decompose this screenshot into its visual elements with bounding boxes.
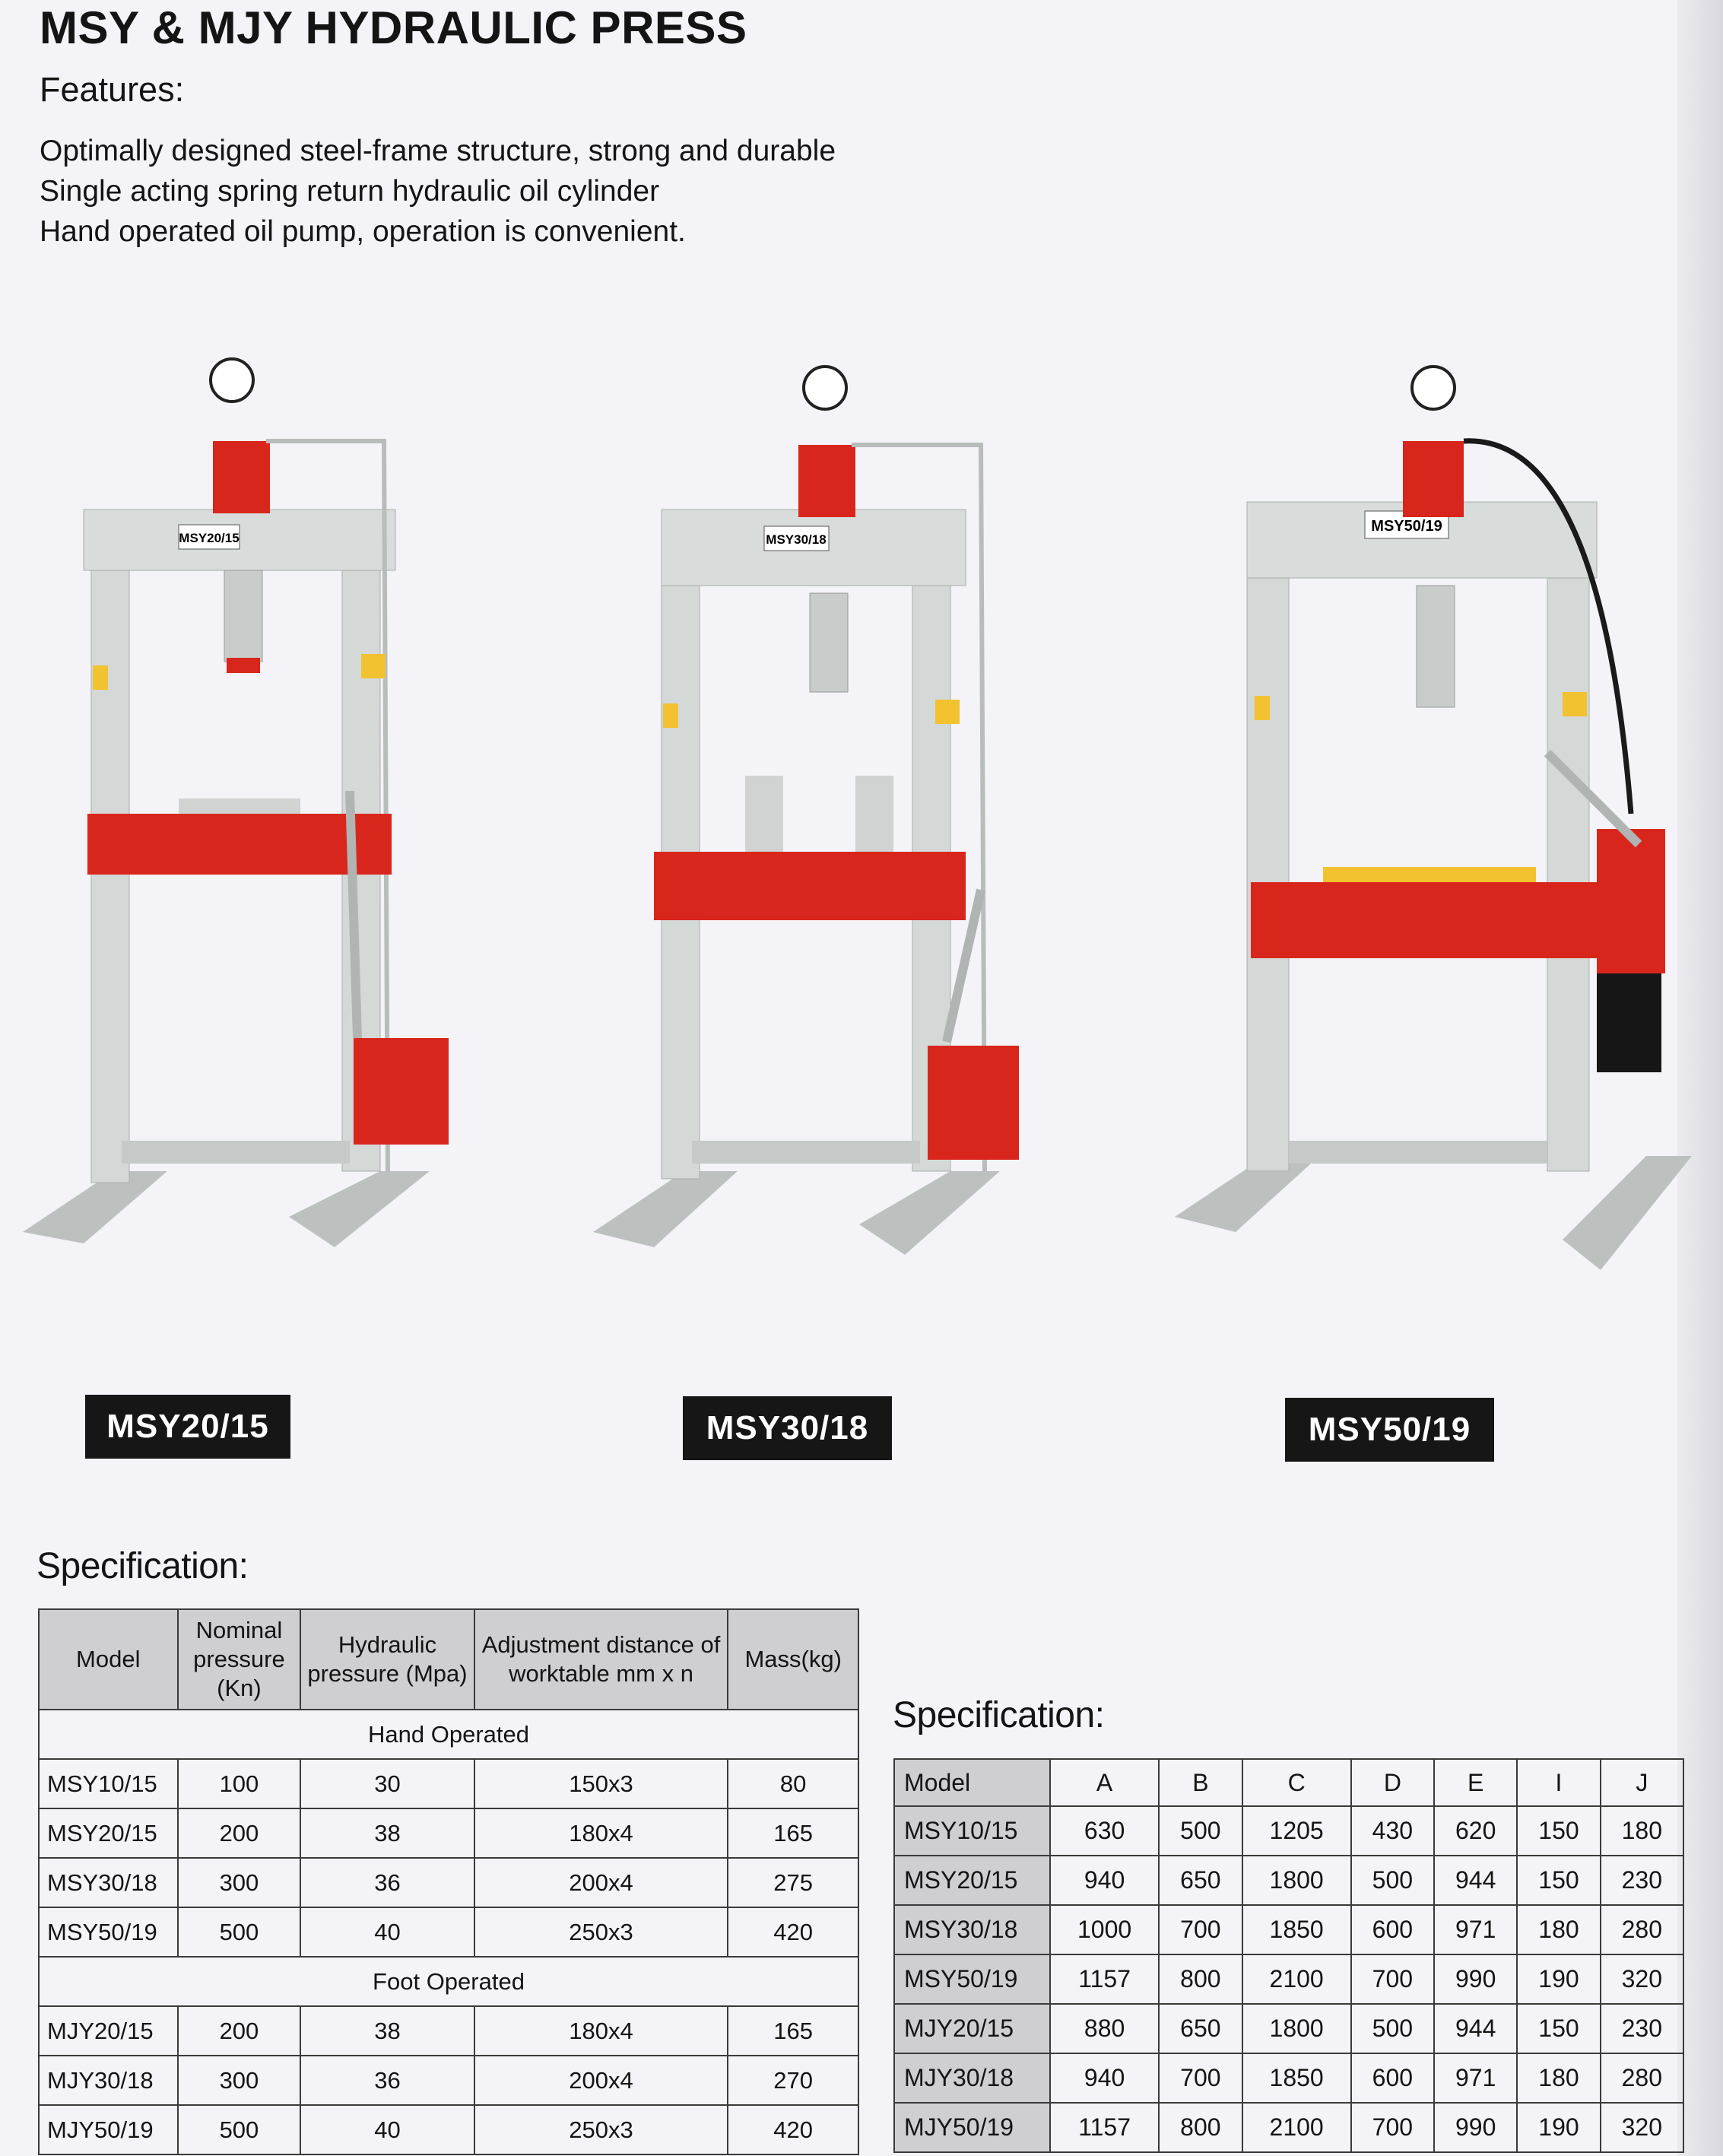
table-cell: 800 bbox=[1159, 1954, 1242, 2004]
press-image-msy20-15 bbox=[23, 350, 449, 1293]
table-cell: 500 bbox=[1351, 2004, 1434, 2053]
table-cell: 80 bbox=[728, 1759, 858, 1808]
table-cell: 700 bbox=[1159, 1905, 1242, 1954]
warning-label-icon bbox=[361, 654, 386, 678]
table-cell: 230 bbox=[1601, 1856, 1683, 1905]
table-row bbox=[39, 1759, 858, 1808]
col-header: Nominal pressure (Kn) bbox=[178, 1609, 301, 1710]
table-cell: MJY30/18 bbox=[894, 2053, 1050, 2103]
table-cell: 500 bbox=[178, 2105, 301, 2154]
table-cell: 100 bbox=[178, 1759, 301, 1808]
warning-label-icon bbox=[1563, 692, 1587, 716]
model-label-msy20-15: MSY20/15 bbox=[85, 1395, 290, 1459]
table-cell: MSY50/19 bbox=[894, 1954, 1050, 2004]
table-cell: MSY10/15 bbox=[39, 1759, 178, 1808]
warning-label-icon bbox=[1255, 696, 1270, 720]
table-cell: 320 bbox=[1601, 2103, 1683, 2152]
model-plate-text: MSY20/15 bbox=[179, 531, 240, 545]
table-cell: 30 bbox=[300, 1759, 474, 1808]
table-cell: 2100 bbox=[1242, 2103, 1351, 2152]
spec-table-pressure bbox=[38, 1608, 859, 2155]
feature-item: Optimally designed steel-frame structure, strong and durable bbox=[40, 135, 836, 167]
table-row bbox=[39, 1907, 858, 1957]
table-cell: 180x4 bbox=[474, 2006, 728, 2056]
press-image-msy50-19 bbox=[1175, 357, 1692, 1300]
table-row bbox=[894, 1806, 1683, 1856]
table-cell: MSY50/19 bbox=[39, 1907, 178, 1957]
table-header-row bbox=[894, 1759, 1683, 1806]
table-row bbox=[894, 1905, 1683, 1954]
table-cell: 180 bbox=[1517, 2053, 1600, 2103]
warning-label-icon bbox=[663, 703, 678, 728]
table-cell: 38 bbox=[300, 2006, 474, 2056]
table-cell: MSY30/18 bbox=[894, 1905, 1050, 1954]
col-header: Model bbox=[39, 1609, 178, 1710]
table-cell: 944 bbox=[1434, 1856, 1517, 1905]
table-cell: 940 bbox=[1050, 2053, 1159, 2103]
pressure-gauge-icon bbox=[211, 359, 253, 402]
table-cell: 250x3 bbox=[474, 1907, 728, 1957]
table-cell: 150 bbox=[1517, 1806, 1600, 1856]
table-cell: 600 bbox=[1351, 1905, 1434, 1954]
table-cell: 190 bbox=[1517, 2103, 1600, 2152]
table-cell: 2100 bbox=[1242, 1954, 1351, 2004]
table-header-row bbox=[39, 1609, 858, 1710]
oil-pump bbox=[928, 1046, 1019, 1160]
table-cell: 280 bbox=[1601, 2053, 1683, 2103]
col-header: Hydraulic pressure (Mpa) bbox=[300, 1609, 474, 1710]
table-group-row bbox=[39, 1957, 858, 2006]
col-header: C bbox=[1242, 1759, 1351, 1806]
table-cell: 270 bbox=[728, 2056, 858, 2105]
oil-tank bbox=[1597, 973, 1661, 1072]
table-row bbox=[894, 1954, 1683, 2004]
col-header: Adjustment distance of worktable mm x n bbox=[474, 1609, 728, 1710]
col-header: E bbox=[1434, 1759, 1517, 1806]
table-cell: 990 bbox=[1434, 1954, 1517, 2004]
group-label: Foot Operated bbox=[39, 1957, 858, 2006]
hydraulic-cylinder bbox=[798, 445, 855, 517]
table-cell: 36 bbox=[300, 2056, 474, 2105]
table-cell: 190 bbox=[1517, 1954, 1600, 2004]
table-row bbox=[894, 1856, 1683, 1905]
ram bbox=[224, 570, 262, 662]
col-header: D bbox=[1351, 1759, 1434, 1806]
table-cell: 300 bbox=[178, 2056, 301, 2105]
spec-table-dimensions bbox=[893, 1758, 1684, 2153]
table-cell: 40 bbox=[300, 2105, 474, 2154]
table-cell: 1157 bbox=[1050, 2103, 1159, 2152]
model-label-msy50-19: MSY50/19 bbox=[1285, 1398, 1494, 1462]
table-cell: 1000 bbox=[1050, 1905, 1159, 1954]
table-cell: 230 bbox=[1601, 2004, 1683, 2053]
press-image-msy30-18 bbox=[593, 365, 1019, 1293]
table-cell: 971 bbox=[1434, 1905, 1517, 1954]
table-cell: 36 bbox=[300, 1858, 474, 1907]
table-cell: MSY20/15 bbox=[894, 1856, 1050, 1905]
table-cell: 200 bbox=[178, 1808, 301, 1858]
pressure-gauge-icon bbox=[1412, 367, 1455, 409]
table-row bbox=[894, 2053, 1683, 2103]
warning-label-icon bbox=[935, 700, 960, 724]
table-cell: MJY50/19 bbox=[894, 2103, 1050, 2152]
table-cell: 600 bbox=[1351, 2053, 1434, 2103]
table-cell: 700 bbox=[1351, 1954, 1434, 2004]
table-cell: 700 bbox=[1351, 2103, 1434, 2152]
table-cell: 700 bbox=[1159, 2053, 1242, 2103]
pressure-gauge-icon bbox=[804, 367, 846, 409]
table-cell: 200 bbox=[178, 2006, 301, 2056]
table-cell: 180x4 bbox=[474, 1808, 728, 1858]
table-cell: MJY50/19 bbox=[39, 2105, 178, 2154]
table-row bbox=[39, 2006, 858, 2056]
table-cell: 944 bbox=[1434, 2004, 1517, 2053]
table-row bbox=[39, 2056, 858, 2105]
feature-item: Hand operated oil pump, operation is convenient. bbox=[40, 215, 686, 248]
table-cell: 620 bbox=[1434, 1806, 1517, 1856]
table-cell: MSY30/18 bbox=[39, 1858, 178, 1907]
table-cell: 1205 bbox=[1242, 1806, 1351, 1856]
table-cell: 150x3 bbox=[474, 1759, 728, 1808]
feature-item: Single acting spring return hydraulic oil cylinder bbox=[40, 175, 660, 208]
table-cell: 1850 bbox=[1242, 2053, 1351, 2103]
table-row bbox=[39, 1858, 858, 1907]
col-header: Mass(kg) bbox=[728, 1609, 858, 1710]
table-cell: 880 bbox=[1050, 2004, 1159, 2053]
model-label-msy30-18: MSY30/18 bbox=[683, 1396, 892, 1460]
hydraulic-cylinder bbox=[213, 441, 270, 513]
table-cell: MJY30/18 bbox=[39, 2056, 178, 2105]
table-cell: 150 bbox=[1517, 2004, 1600, 2053]
table-cell: MJY20/15 bbox=[39, 2006, 178, 2056]
table-cell: 940 bbox=[1050, 1856, 1159, 1905]
table-cell: 150 bbox=[1517, 1856, 1600, 1905]
table-cell: 500 bbox=[1159, 1806, 1242, 1856]
table-cell: 1850 bbox=[1242, 1905, 1351, 1954]
table-cell: 40 bbox=[300, 1907, 474, 1957]
table-cell: 180 bbox=[1517, 1905, 1600, 1954]
worktable-beam bbox=[654, 852, 966, 920]
table-cell: 165 bbox=[728, 2006, 858, 2056]
table-cell: 430 bbox=[1351, 1806, 1434, 1856]
table-cell: 800 bbox=[1159, 2103, 1242, 2152]
col-header: A bbox=[1050, 1759, 1159, 1806]
table-cell: 250x3 bbox=[474, 2105, 728, 2154]
spec-title-1: Specification: bbox=[36, 1546, 249, 1586]
table-cell: MSY10/15 bbox=[894, 1806, 1050, 1856]
page-title: MSY & MJY HYDRAULIC PRESS bbox=[40, 2, 747, 53]
table-cell: 500 bbox=[178, 1907, 301, 1957]
table-cell: 320 bbox=[1601, 1954, 1683, 2004]
worktable-beam bbox=[87, 814, 392, 875]
worktable-beam bbox=[1251, 882, 1608, 958]
table-cell: 280 bbox=[1601, 1905, 1683, 1954]
features-heading: Features: bbox=[40, 70, 185, 109]
spec-title-2: Specification: bbox=[893, 1695, 1105, 1735]
col-header: I bbox=[1517, 1759, 1600, 1806]
col-header: Model bbox=[894, 1759, 1050, 1806]
table-cell: 500 bbox=[1351, 1856, 1434, 1905]
table-cell: 420 bbox=[728, 2105, 858, 2154]
table-row bbox=[39, 2105, 858, 2154]
ram bbox=[1417, 586, 1455, 707]
col-header: J bbox=[1601, 1759, 1683, 1806]
col-header: B bbox=[1159, 1759, 1242, 1806]
table-cell: 165 bbox=[728, 1808, 858, 1858]
features-list bbox=[40, 131, 836, 252]
table-cell: 1800 bbox=[1242, 2004, 1351, 2053]
table-row bbox=[894, 2004, 1683, 2053]
table-cell: 420 bbox=[728, 1907, 858, 1957]
table-row bbox=[894, 2103, 1683, 2152]
table-cell: 650 bbox=[1159, 2004, 1242, 2053]
warning-label-icon bbox=[93, 665, 108, 690]
table-cell: 300 bbox=[178, 1858, 301, 1907]
table-cell: 650 bbox=[1159, 1856, 1242, 1905]
table-cell: 1157 bbox=[1050, 1954, 1159, 2004]
oil-pump bbox=[354, 1038, 449, 1145]
table-cell: MJY20/15 bbox=[894, 2004, 1050, 2053]
table-cell: 630 bbox=[1050, 1806, 1159, 1856]
table-cell: 200x4 bbox=[474, 1858, 728, 1907]
table-cell: MSY20/15 bbox=[39, 1808, 178, 1858]
model-plate-text: MSY50/19 bbox=[1371, 518, 1442, 535]
table-cell: 990 bbox=[1434, 2103, 1517, 2152]
ram bbox=[810, 593, 848, 692]
table-cell: 180 bbox=[1601, 1806, 1683, 1856]
table-cell: 275 bbox=[728, 1858, 858, 1907]
table-cell: 1800 bbox=[1242, 1856, 1351, 1905]
table-cell: 200x4 bbox=[474, 2056, 728, 2105]
group-label: Hand Operated bbox=[39, 1710, 858, 1759]
oil-pump bbox=[1597, 829, 1665, 973]
table-group-row bbox=[39, 1710, 858, 1759]
model-plate-text: MSY30/18 bbox=[766, 532, 827, 547]
table-cell: 38 bbox=[300, 1808, 474, 1858]
table-cell: 971 bbox=[1434, 2053, 1517, 2103]
hydraulic-cylinder bbox=[1403, 441, 1464, 517]
table-row bbox=[39, 1808, 858, 1858]
